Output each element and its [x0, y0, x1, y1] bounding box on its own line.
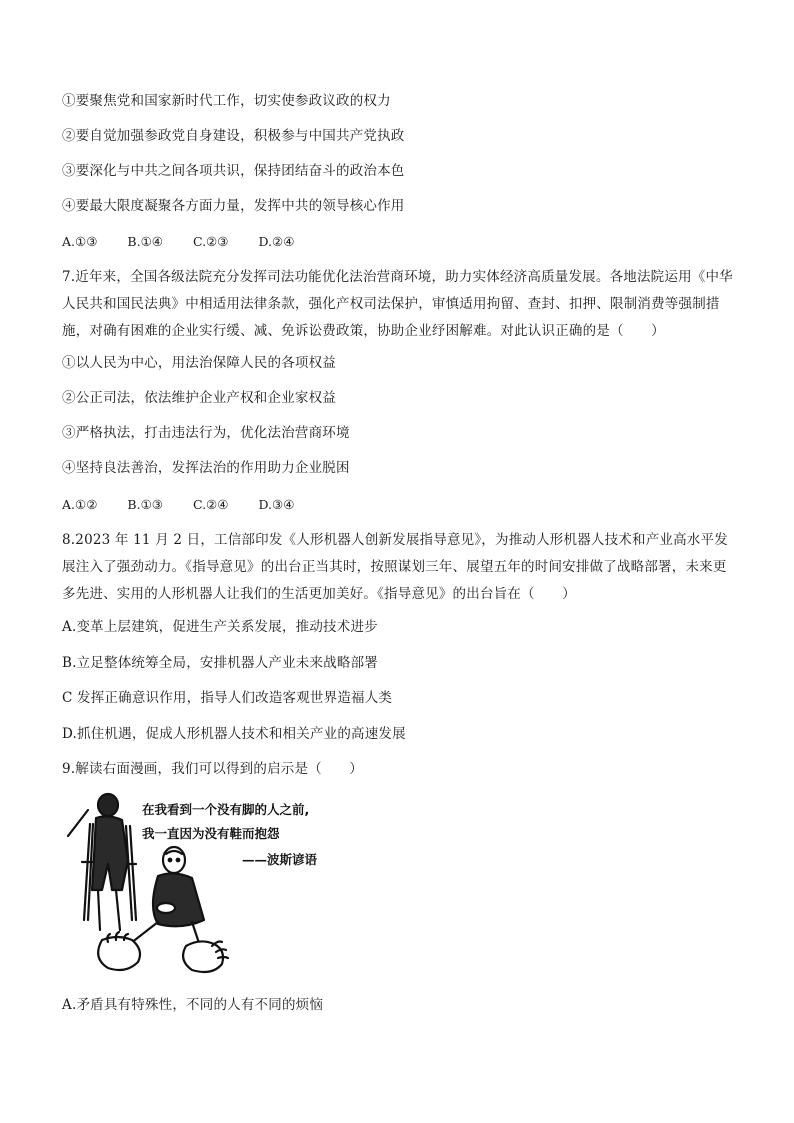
q8-option-a[interactable]: A.变革上层建筑，促进生产关系发展，推动技术进步 [62, 619, 378, 635]
q7-stem: 7.近年来，全国各级法院充分发挥司法功能优化法治营商环境，助力实体经济高质量发展。各地法院运用《中华人民共和国民法典》中相适用法律条款，强化产权司法保护，审慎适用拘留、查封、扣押、限制消费等强制措施，对确有困难的企业实行缓、减、免诉讼费政策，协助企业纾困解难。对此认识正确的是（ ） [62, 269, 733, 339]
comic-illustration [62, 790, 342, 975]
comic-caption-source: ——波斯谚语 [242, 852, 318, 867]
q6-option-c[interactable]: C.②③ [192, 234, 229, 249]
q6-item-3: ③要深化与中共之间各项共识，保持团结奋斗的政治本色 [62, 163, 405, 179]
q7-option-d[interactable]: D.③④ [258, 497, 295, 512]
q8-option-d[interactable]: D.抓住机遇，促成人形机器人技术和相关产业的高速发展 [62, 726, 406, 742]
q6-option-a[interactable]: A.①③ [62, 234, 98, 249]
q7-item-1: ①以人民为中心，用法治保障人民的各项权益 [62, 355, 336, 371]
q7-option-c[interactable]: C.②④ [192, 497, 229, 512]
q8-stem: 8.2023 年 11 月 2 日，工信部印发《人形机器人创新发展指导意见》，为推动人形机器人技术和产业高水平发展注入了强劲动力。《指导意见》的出台正当其时，按照谋划三年、展望五年的时间安排做了战略部署，未来更多先进、实用的人形机器人让我们的生活更加美好。《指导意见》的出台旨在（ ） [62, 532, 728, 602]
comic-caption-line-1: 在我看到一个没有脚的人之前, [142, 802, 310, 817]
q9-option-a[interactable]: A.矛盾具有特殊性，不同的人有不同的烦恼 [62, 997, 324, 1013]
comic-caption-line-2: 我一直因为没有鞋而抱怨 [142, 826, 280, 841]
q6-option-d[interactable]: D.②④ [258, 234, 295, 249]
q6-item-1: ①要聚焦党和国家新时代工作，切实使参政议政的权力 [62, 93, 391, 109]
q8-option-c[interactable]: C 发挥正确意识作用，指导人们改造客观世界造福人类 [62, 690, 393, 706]
q6-item-4: ④要最大限度凝聚各方面力量，发挥中共的领导核心作用 [62, 198, 405, 214]
q7-item-2: ②公正司法，依法维护企业产权和企业家权益 [62, 390, 336, 406]
q9-stem: 9.解读右面漫画，我们可以得到的启示是（ ） [62, 761, 363, 777]
q7-option-b[interactable]: B.①③ [127, 497, 163, 512]
q6-option-b[interactable]: B.①④ [127, 234, 163, 249]
q6-options [62, 233, 294, 251]
q6-item-2: ②要自觉加强参政党自身建设，积极参与中国共产党执政 [62, 128, 405, 144]
q7-item-3: ③严格执法，打击违法行为，优化法治营商环境 [62, 425, 350, 441]
q7-options [62, 496, 294, 514]
q8-option-b[interactable]: B.立足整体统筹全局，安排机器人产业未来战略部署 [62, 655, 379, 671]
q7-option-a[interactable]: A.①② [62, 497, 98, 512]
q7-item-4: ④坚持良法善治，发挥法治的作用助力企业脱困 [62, 460, 350, 476]
